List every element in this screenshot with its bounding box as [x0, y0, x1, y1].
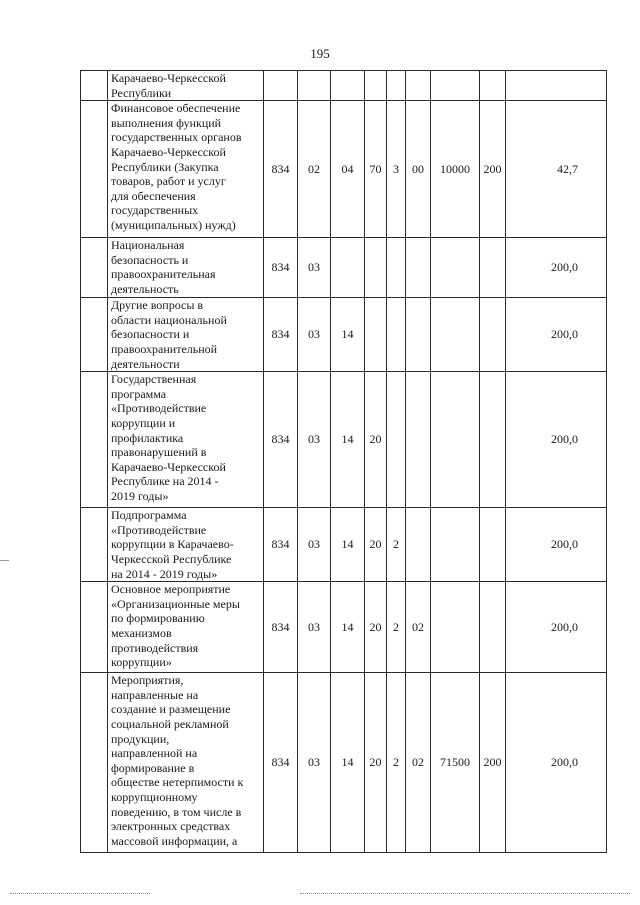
section-code-cell: 03 [298, 582, 331, 673]
measure-code-cell: 00 [406, 101, 431, 238]
section-code-cell: 03 [298, 238, 331, 298]
expense-type-cell [480, 238, 506, 298]
ministry-code-cell: 834 [264, 238, 298, 298]
subsection-code-cell: 14 [331, 298, 365, 372]
direction-code-cell [431, 71, 480, 101]
section-code-cell: 03 [298, 673, 331, 853]
expense-name-cell: Другие вопросы в области национальной безопасности и правоохранительной деятельности [108, 298, 264, 372]
direction-code-cell [431, 298, 480, 372]
program-code-cell: 20 [365, 372, 387, 508]
amount-cell: 200,0 [506, 508, 607, 582]
ministry-code-cell: 834 [264, 101, 298, 238]
table-row [81, 238, 607, 298]
expense-name-cell: Мероприятия, направленные на создание и размещение социальной рекламной продукции, направленной на формирование в обществе нетерпимости к коррупционному поведению, в том числе в электронных средствах массовой информации, а [108, 673, 264, 853]
amount-cell: 200,0 [506, 238, 607, 298]
measure-code-cell [406, 238, 431, 298]
expense-type-cell [480, 372, 506, 508]
amount-cell: 200,0 [506, 673, 607, 853]
section-code-cell: 02 [298, 101, 331, 238]
subprogram-code-cell [387, 71, 406, 101]
expense-type-cell: 200 [480, 673, 506, 853]
row-marker-cell [81, 673, 108, 853]
subsection-code-cell: 14 [331, 508, 365, 582]
page-number: 195 [310, 46, 330, 61]
program-code-cell: 20 [365, 582, 387, 673]
measure-code-cell: 02 [406, 673, 431, 853]
subprogram-code-cell [387, 238, 406, 298]
expense-name-cell: Карачаево-Черкесской Республики [108, 71, 264, 101]
amount-cell: 42,7 [506, 101, 607, 238]
ministry-code-cell [264, 71, 298, 101]
expense-type-cell [480, 582, 506, 673]
measure-code-cell [406, 372, 431, 508]
program-code-cell: 20 [365, 508, 387, 582]
expense-type-cell [480, 298, 506, 372]
ministry-code-cell: 834 [264, 508, 298, 582]
subsection-code-cell: 14 [331, 372, 365, 508]
section-code-cell: 03 [298, 298, 331, 372]
program-code-cell [365, 238, 387, 298]
measure-code-cell [406, 298, 431, 372]
expense-type-cell: 200 [480, 101, 506, 238]
budget-table [80, 70, 607, 853]
table-row [81, 71, 607, 101]
table-row [81, 582, 607, 673]
subsection-code-cell: 14 [331, 673, 365, 853]
subsection-code-cell: 04 [331, 101, 365, 238]
measure-code-cell [406, 71, 431, 101]
amount-cell: 200,0 [506, 372, 607, 508]
subsection-code-cell [331, 71, 365, 101]
table-row [81, 673, 607, 853]
subprogram-code-cell: 2 [387, 508, 406, 582]
measure-code-cell: 02 [406, 582, 431, 673]
direction-code-cell [431, 238, 480, 298]
expense-type-cell [480, 508, 506, 582]
budget-table-body [81, 71, 607, 853]
section-code-cell: 03 [298, 372, 331, 508]
ministry-code-cell: 834 [264, 372, 298, 508]
expense-name-cell: Финансовое обеспечение выполнения функций государственных органов Карачаево-Черкесской Республики (Закупка товаров, работ и услуг для обеспечения государственных (муниципальных) нужд) [108, 101, 264, 238]
subprogram-code-cell [387, 372, 406, 508]
direction-code-cell: 10000 [431, 101, 480, 238]
table-row [81, 298, 607, 372]
table-row [81, 508, 607, 582]
row-marker-cell [81, 71, 108, 101]
subprogram-code-cell: 2 [387, 582, 406, 673]
ministry-code-cell: 834 [264, 673, 298, 853]
expense-name-cell: Основное мероприятие «Организационные меры по формированию механизмов противодействия коррупции» [108, 582, 264, 673]
direction-code-cell [431, 582, 480, 673]
subprogram-code-cell: 2 [387, 673, 406, 853]
direction-code-cell [431, 372, 480, 508]
amount-cell: 200,0 [506, 582, 607, 673]
subprogram-code-cell [387, 298, 406, 372]
scan-bottom-rule [300, 893, 630, 894]
expense-type-cell [480, 71, 506, 101]
row-marker-cell [81, 372, 108, 508]
expense-name-cell: Государственная программа «Противодействие коррупции и профилактика правонарушений в Карачаево-Черкесской Республике на 2014 - 2019 годы» [108, 372, 264, 508]
row-marker-cell [81, 582, 108, 673]
expense-name-cell: Национальная безопасность и правоохранительная деятельность [108, 238, 264, 298]
subprogram-code-cell: 3 [387, 101, 406, 238]
row-marker-cell [81, 238, 108, 298]
expense-name-cell: Подпрограмма «Противодействие коррупции в Карачаево- Черкесской Республике на 2014 - 2019 годы» [108, 508, 264, 582]
section-code-cell [298, 71, 331, 101]
row-marker-cell [81, 508, 108, 582]
direction-code-cell [431, 508, 480, 582]
row-marker-cell [81, 101, 108, 238]
subsection-code-cell [331, 238, 365, 298]
amount-cell: 200,0 [506, 298, 607, 372]
row-marker-cell [81, 298, 108, 372]
program-code-cell [365, 71, 387, 101]
scan-bottom-rule [10, 893, 150, 894]
ministry-code-cell: 834 [264, 298, 298, 372]
amount-cell [506, 71, 607, 101]
direction-code-cell: 71500 [431, 673, 480, 853]
table-row [81, 372, 607, 508]
program-code-cell: 20 [365, 673, 387, 853]
scan-margin-mark [0, 560, 9, 561]
ministry-code-cell: 834 [264, 582, 298, 673]
program-code-cell [365, 298, 387, 372]
measure-code-cell [406, 508, 431, 582]
subsection-code-cell: 14 [331, 582, 365, 673]
table-row [81, 101, 607, 238]
section-code-cell: 03 [298, 508, 331, 582]
program-code-cell: 70 [365, 101, 387, 238]
